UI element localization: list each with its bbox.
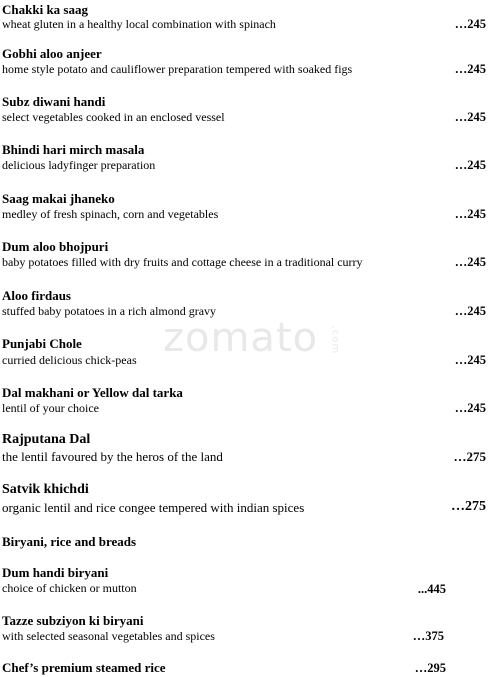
dish-name: Subz diwani handi: [2, 94, 106, 109]
dish-description: organic lentil and rice congee tempered with indian spices: [2, 500, 305, 515]
dish-price: …375: [412, 629, 444, 643]
dish-name: Gobhi aloo anjeer: [2, 46, 102, 61]
dish-price: …275: [451, 499, 486, 514]
dish-price: …245: [454, 255, 486, 269]
dish-description: choice of chicken or mutton: [2, 581, 137, 595]
dish-price: …245: [454, 207, 486, 221]
dish-description: stuffed baby potatoes in a rich almond gravy: [2, 304, 217, 318]
dish-price: …245: [454, 158, 486, 172]
section-title: Biryani, rice and breads: [2, 534, 137, 549]
menu-item: [2, 239, 486, 269]
dish-description: baby potatoes filled with dry fruits and cottage cheese in a traditional curry: [2, 255, 363, 269]
menu-item: [2, 288, 486, 318]
dish-price: …295: [414, 661, 446, 675]
dish-name: Bhindi hari mirch masala: [2, 142, 145, 157]
dish-name: Saag makai jhaneko: [2, 191, 115, 206]
dish-price: …245: [454, 401, 486, 415]
dish-name: Dal makhani or Yellow dal tarka: [2, 385, 183, 400]
menu-item: [2, 565, 486, 595]
dish-description: wheat gluten in a healthy local combination with spinach: [2, 17, 276, 31]
menu-item: [2, 94, 486, 124]
dish-description: delicious ladyfinger preparation: [2, 158, 156, 172]
menu-item: [2, 613, 486, 643]
dish-name: Aloo firdaus: [2, 288, 71, 303]
dish-name: Rajputana Dal: [2, 432, 91, 447]
menu-item: [2, 432, 486, 464]
zomato-watermark-logo: zomato .com: [163, 315, 341, 361]
menu-item: [2, 46, 486, 76]
dish-name: Chef’s premium steamed rice: [2, 660, 166, 675]
dish-price: …245: [454, 62, 486, 76]
menu-item: [2, 2, 486, 32]
dish-description: home style potato and cauliflower preparation tempered with soaked figs: [2, 62, 353, 76]
dish-name: Punjabi Chole: [2, 336, 82, 351]
dish-price: …245: [454, 304, 486, 318]
menu-item: [2, 660, 486, 677]
dish-description: with selected seasonal vegetables and spices: [2, 629, 215, 643]
menu-item: [2, 482, 486, 516]
dish-name: Tazze subziyon ki biryani: [2, 613, 144, 628]
dish-price: ...445: [417, 582, 446, 596]
dish-price: …245: [454, 353, 486, 367]
dish-description: lentil of your choice: [2, 401, 99, 415]
dish-name: Satvik khichdi: [2, 482, 89, 497]
dish-price: …245: [454, 17, 486, 31]
dish-price: …245: [454, 110, 486, 124]
dish-description: the lentil favoured by the heros of the land: [2, 449, 223, 464]
dish-description: medley of fresh spinach, corn and vegetables: [2, 207, 219, 221]
dish-name: Chakki ka saag: [2, 2, 88, 17]
menu-item: [2, 191, 486, 221]
dish-price: …275: [453, 449, 486, 464]
menu-item: [2, 142, 486, 172]
dish-name: Dum aloo bhojpuri: [2, 239, 109, 254]
dish-description: curried delicious chick-peas: [2, 353, 137, 367]
menu-item: [2, 385, 486, 415]
dish-name: Dum handi biryani: [2, 565, 109, 580]
dish-description: select vegetables cooked in an enclosed vessel: [2, 110, 225, 124]
